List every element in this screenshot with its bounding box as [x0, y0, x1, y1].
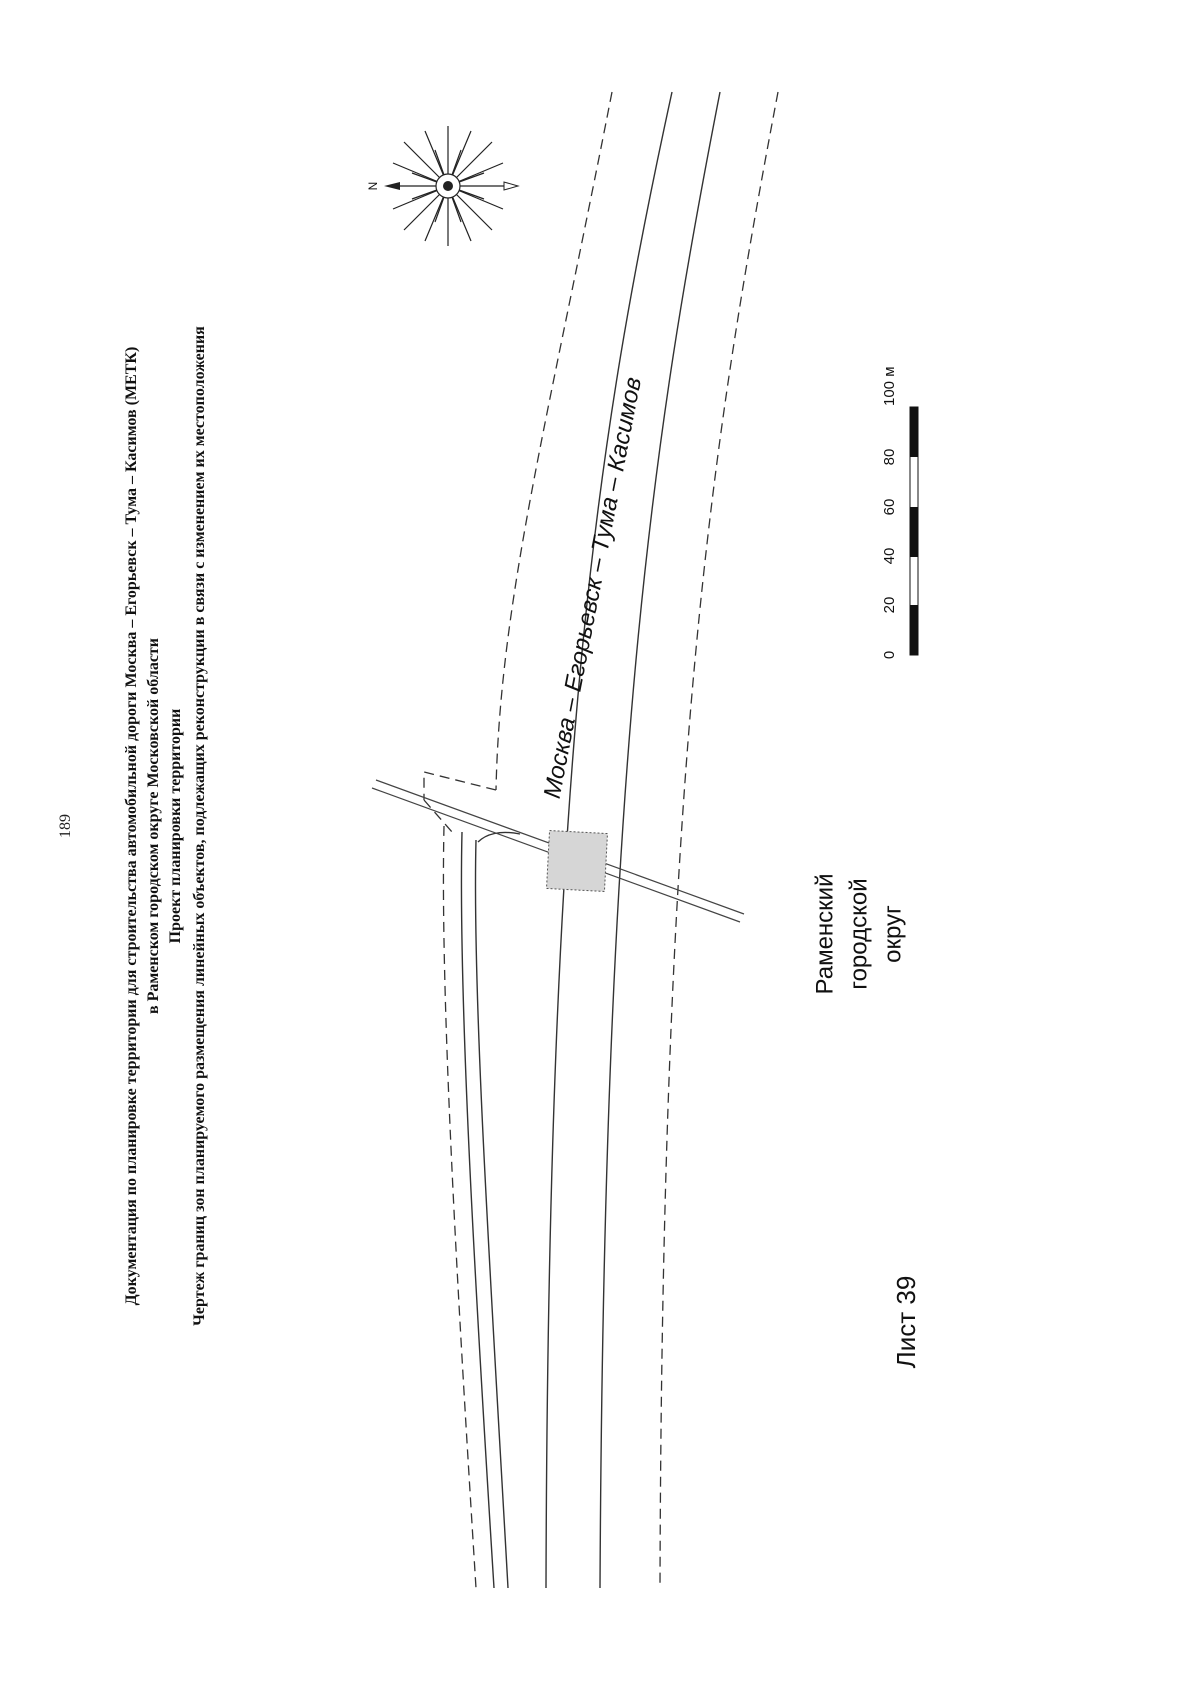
district-label-line3: округ	[879, 905, 907, 963]
scale-bar	[881, 366, 918, 659]
page-number: 189	[57, 814, 74, 838]
reconstruction-zone	[547, 831, 608, 892]
road-edge-right	[600, 92, 720, 1588]
header-title-line3: Проект планировки территории	[167, 708, 184, 944]
scale-tick-60: 60	[880, 498, 898, 516]
sheet-label: Лист 39	[890, 1275, 921, 1369]
header-title-line1: Документация по планировке территории для строительства автомобильной дороги Москва – Егорьевск – Тума – Касимов (МЕТК)	[123, 346, 140, 1306]
district-label	[811, 874, 906, 995]
compass-north-label: N	[366, 181, 381, 191]
scale-bar-segment	[910, 605, 918, 655]
district-label-line2: городской	[845, 878, 873, 990]
scale-tick-20: 20	[880, 596, 898, 614]
zone-boundary-right	[660, 92, 778, 1588]
side-road-edge-2	[461, 832, 494, 1588]
scale-tick-0: 0	[880, 650, 898, 660]
scale-tick-80: 80	[880, 448, 898, 466]
document-header	[123, 326, 208, 1326]
scale-tick-100: 100 м	[880, 366, 898, 406]
header-title-line2: в Раменском городском округе Московской области	[145, 637, 162, 1015]
header-title-line4: Чертеж границ зон планируемого размещения линейных объектов, подлежащих реконструкции в связи с изменением их местоположения	[191, 326, 208, 1326]
scale-tick-40: 40	[880, 547, 898, 565]
zone-boundary-left	[496, 92, 612, 790]
zone-boundary-left-offset	[424, 772, 496, 800]
zone-boundary-outer	[443, 826, 476, 1588]
scale-bar-segment	[910, 507, 918, 557]
district-label-line1: Раменский	[811, 873, 839, 995]
compass-rose-icon	[384, 126, 518, 246]
road-name-label: Москва – Егорьевск – Тума – Касимов	[538, 374, 647, 801]
scale-bar-segment	[910, 407, 918, 457]
side-road-edge-1	[475, 840, 508, 1588]
